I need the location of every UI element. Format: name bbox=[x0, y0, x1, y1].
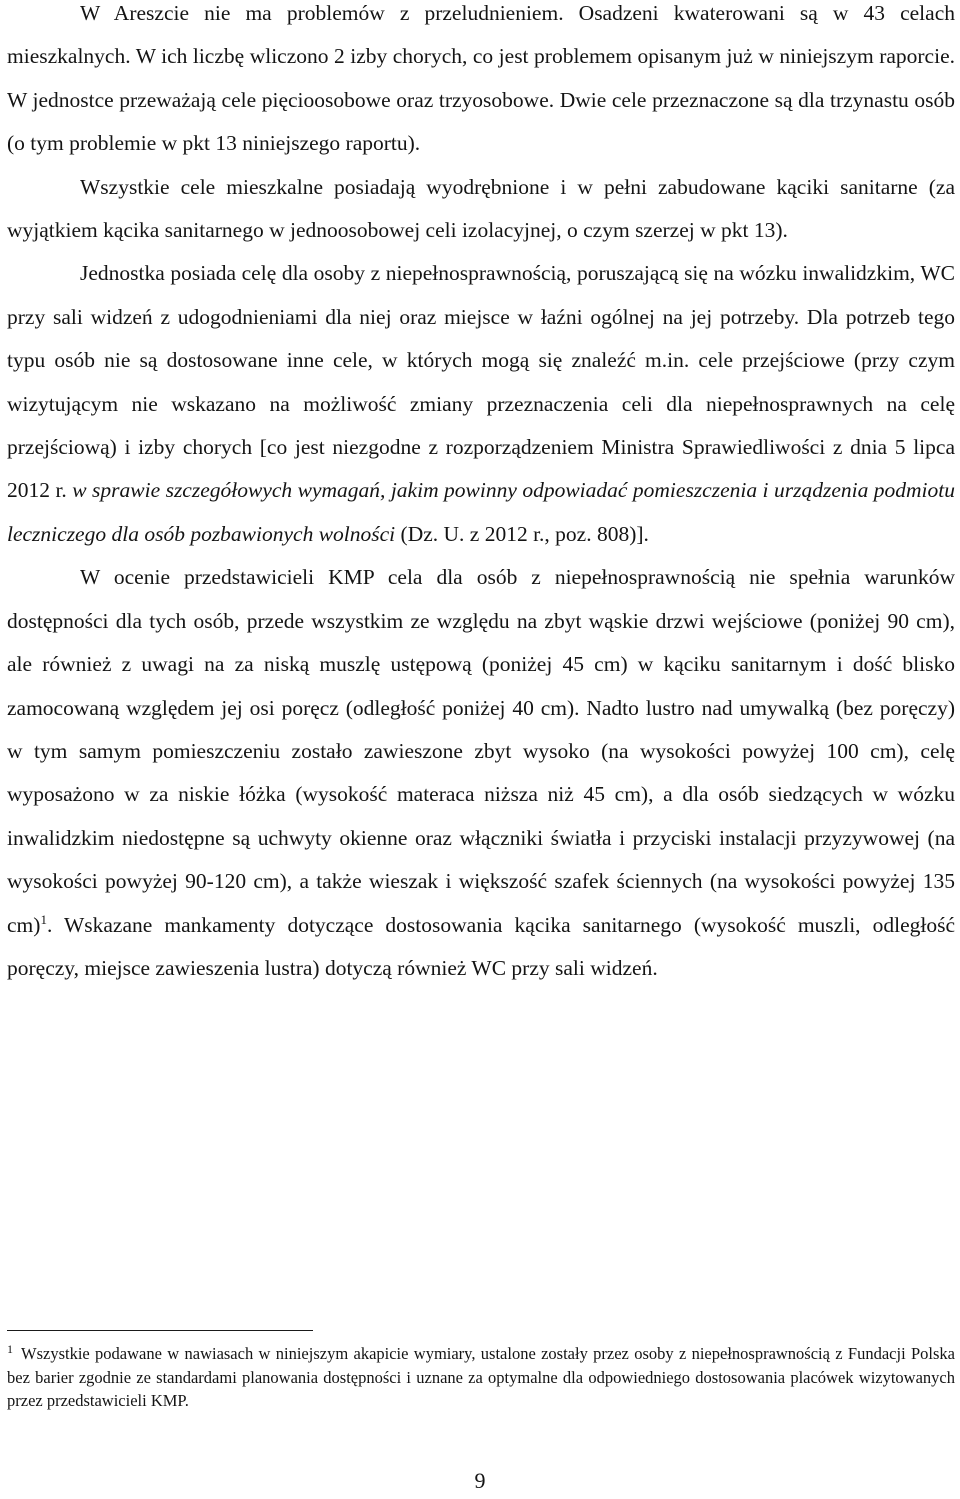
paragraph-overcrowding: W Areszcie nie ma problemów z przeludnieniem. Osadzeni kwaterowani są w 43 celach mieszkalnych. W ich liczbę wliczono 2 izby chorych, co jest problemem opisanym już w niniejszym raporcie. W jednostce przeważają cele pięcioosobowe oraz trzyosobowe. Dwie cele przeznaczone są dla trzynastu osób (o tym problemie w pkt 13 niniejszego raportu). bbox=[7, 1, 955, 156]
footnote bbox=[7, 1342, 955, 1413]
regulation-title: w sprawie szczegółowych wymagań, jakim powinny odpowiadać pomieszczenia i urządzenia podmiotu leczniczego dla osób pozbawionych wolności bbox=[7, 478, 955, 546]
footnote-reference[interactable]: 1 bbox=[40, 911, 47, 927]
body-text bbox=[7, 0, 955, 990]
paragraph-sanitary-corners: Wszystkie cele mieszkalne posiadają wyodrębnione i w pełni zabudowane kąciki sanitarne (za wyjątkiem kącika sanitarnego w jednoosobowej celi izolacyjnej, o czym szerzej w pkt 13). bbox=[7, 174, 955, 243]
footnote-marker: 1 bbox=[7, 1341, 13, 1356]
regulation-citation: (Dz. U. z 2012 r., poz. 808)]. bbox=[395, 521, 649, 546]
page-number: 9 bbox=[474, 1468, 486, 1493]
paragraph-disabled-cell bbox=[7, 252, 955, 556]
paragraph-kmp-assessment-end: . Wskazane mankamenty dotyczące dostosowania kącika sanitarnego (wysokość muszli, odległość poręczy, miejsce zawieszenia lustra) dotyczą również WC przy sali widzeń. bbox=[7, 912, 955, 980]
paragraph-kmp-assessment bbox=[7, 556, 955, 990]
footnote-divider bbox=[7, 1330, 313, 1331]
paragraph-disabled-cell-text: Jednostka posiada celę dla osoby z niepełnosprawnością, poruszającą się na wózku inwalidzkim, WC przy sali widzeń z udogodnieniami dla niej oraz miejsce w łaźni ogólnej na jej potrzeby. Dla potrzeb tego typu osób nie są dostosowane inne cele, w których mogą się znaleźć m.in. cele przejściowe (przy czym wizytującym nie wskazano na możliwość zmiany przeznaczenia celi dla niepełnosprawnych na celę przejściową) i izby chorych [co jest niezgodne z rozporządzeniem Ministra Sprawiedliwości z dnia 5 lipca 2012 r. bbox=[7, 261, 955, 503]
footnote-text: Wszystkie podawane w nawiasach w niniejszym akapicie wymiary, ustalone zostały przez osoby z niepełnosprawnością z Fundacji Polska bez barier zgodnie ze standardami planowania dostępności i uznane za optymalne dla odpowiedniego dostosowania placówek wizytowanych przez przedstawicieli KMP. bbox=[7, 1344, 955, 1410]
paragraph-kmp-assessment-text: W ocenie przedstawicieli KMP cela dla osób z niepełnosprawnością nie spełnia warunków dostępności dla tych osób, przede wszystkim ze względu na zbyt wąskie drzwi wejściowe (poniżej 90 cm), ale również z uwagi na za niską muszlę ustępową (poniżej 45 cm) w kąciku sanitarnym i dość blisko zamocowaną względem jej osi poręcz (odległość poniżej 40 cm). Nadto lustro nad umywalką (bez poręczy) w tym samym pomieszczeniu zostało zawieszone zbyt wysoko (na wysokości powyżej 100 cm), celę wyposażono w za niskie łóżka (wysokość materaca niższa niż 45 cm), a dla osób siedzących w wózku inwalidzkim niedostępne są uchwyty okienne oraz włączniki światła i przyciski instalacji przyzywowej (na wysokości powyżej 90-120 cm), a także wieszak i większość szafek ściennych (na wysokości powyżej 135 cm) bbox=[7, 565, 955, 937]
